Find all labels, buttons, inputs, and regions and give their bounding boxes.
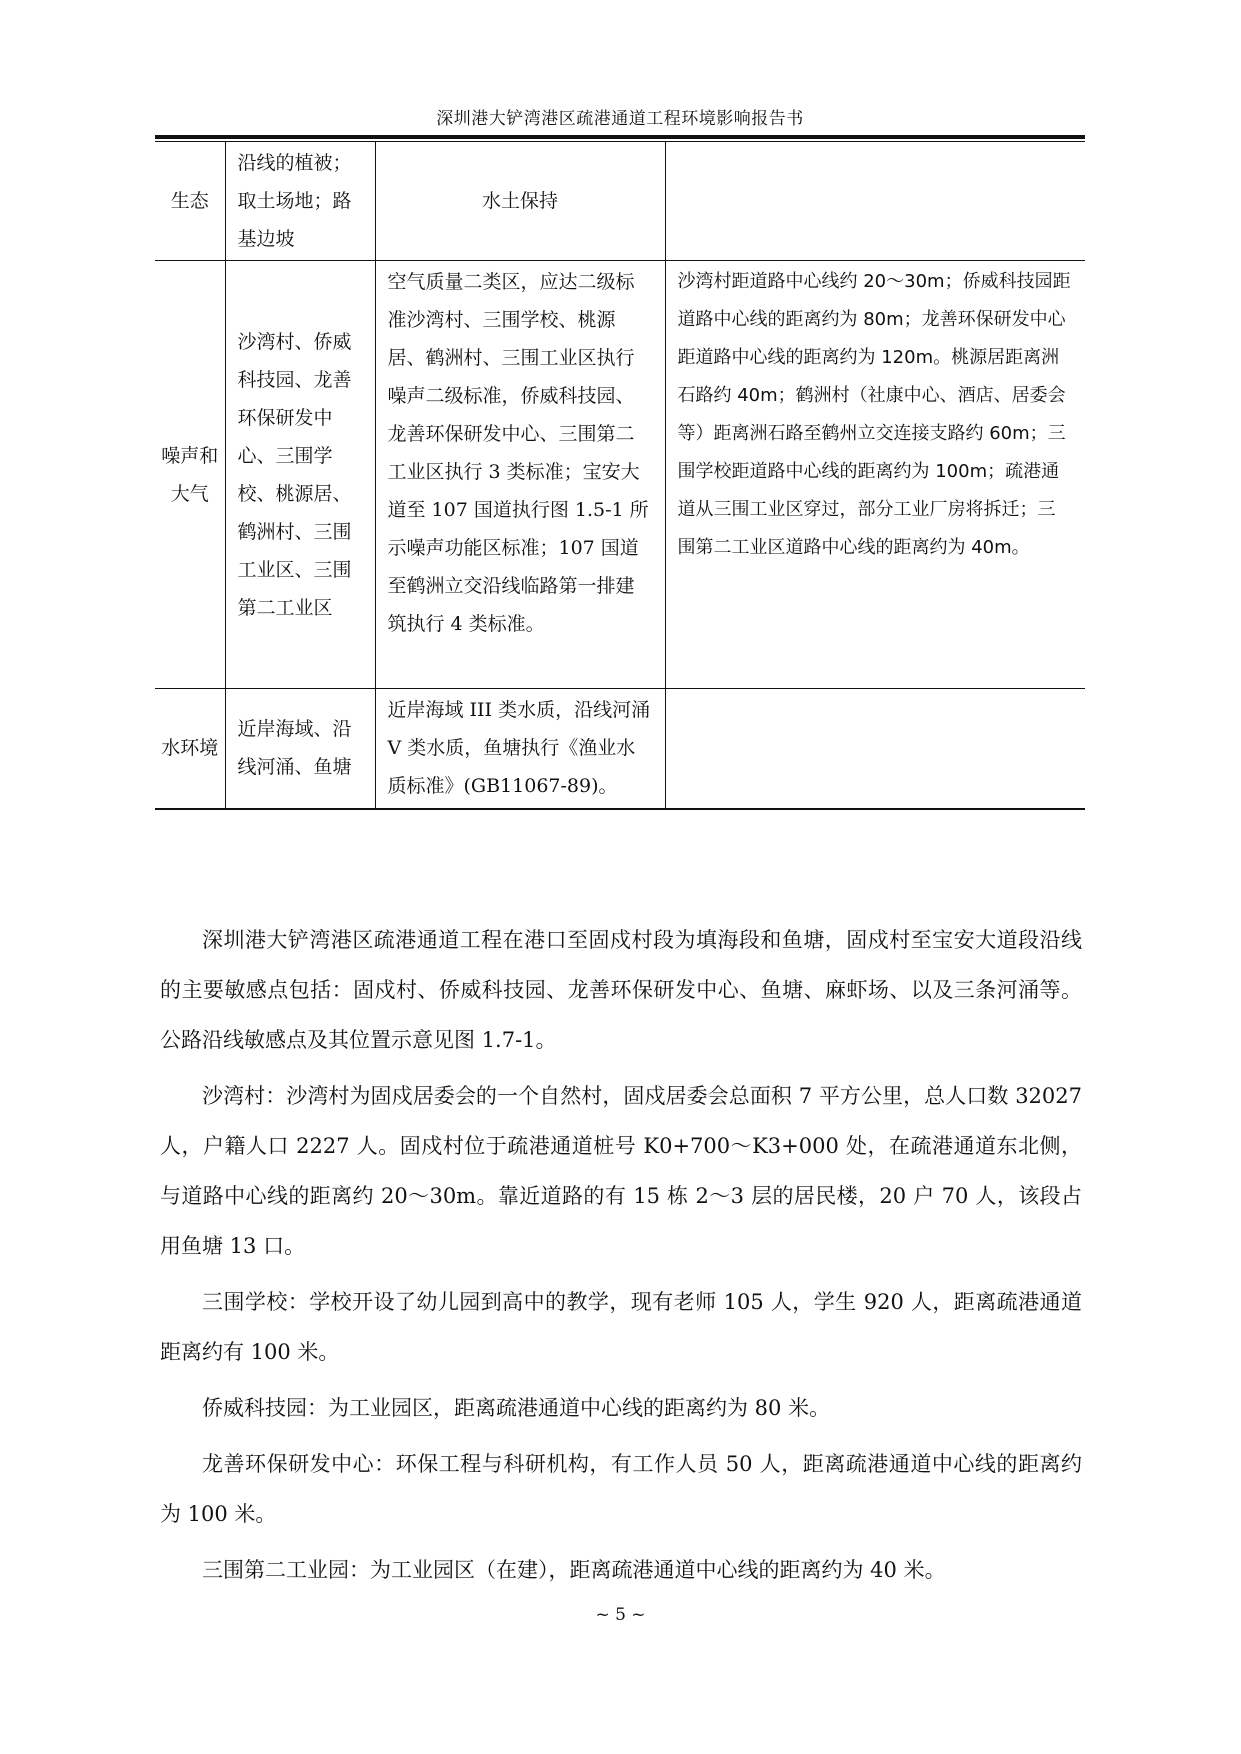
page-header-title: 深圳港大铲湾港区疏港通道工程环境影响报告书 (436, 109, 804, 129)
table-cell-category: 噪声和大气 (155, 261, 225, 689)
table-cell-standard: 近岸海域 III 类水质，沿线河涌 V 类水质，鱼塘执行《渔业水质标准》(GB11067-89)。 (375, 689, 665, 809)
table-cell-location: 沿线的植被；取土场地；路基边坡 (225, 142, 375, 261)
table-cell-category: 生态 (155, 142, 225, 261)
table-cell-standard: 空气质量二类区，应达二级标准沙湾村、三围学校、桃源居、鹤洲村、三围工业区执行噪声二级标准，侨威科技园、龙善环保研发中心、三围第二工业区执行 3 类标准；宝安大道至 107 国道执行图 1.5-1 所示噪声功能区标准；107 国道至鹤洲立交沿线临路第一排建筑执行 4 类标准。 (375, 261, 665, 689)
paragraph: 沙湾村：沙湾村为固戍居委会的一个自然村，固戍居委会总面积 7 平方公里，总人口数 32027 人，户籍人口 2227 人。固戍村位于疏港通道桩号 K0+700～K3+000 处，在疏港通道东北侧，与道路中心线的距离约 20～30m。靠近道路的有 15 栋 2～3 层的居民楼，20 户 70 人，该段占用鱼塘 13 口。 (160, 1084, 1082, 1258)
table-cell-category: 水环境 (155, 689, 225, 809)
table-row-water (155, 689, 1085, 809)
table-cell-distance (665, 689, 1085, 809)
paragraph: 深圳港大铲湾港区疏港通道工程在港口至固戍村段为填海段和鱼塘，固戍村至宝安大道段沿线的主要敏感点包括：固戍村、侨威科技园、龙善环保研发中心、鱼塘、麻虾场、以及三条河涌等。公路沿线敏感点及其位置示意见图 1.7-1。 (160, 928, 1082, 1052)
paragraph: 侨威科技园：为工业园区，距离疏港通道中心线的距离约为 80 米。 (202, 1396, 831, 1420)
table-cell-location: 沙湾村、侨威科技园、龙善环保研发中心、三围学校、桃源居、鹤洲村、三围工业区、三围第二工业区 (225, 261, 375, 689)
table-row-ecology (155, 142, 1085, 261)
paragraph: 三围第二工业园：为工业园区（在建），距离疏港通道中心线的距离约为 40 米。 (202, 1558, 946, 1582)
page-number: ~ 5 ~ (595, 1605, 646, 1625)
paragraph: 三围学校：学校开设了幼儿园到高中的教学，现有老师 105 人，学生 920 人，距离疏港通道距离约有 100 米。 (160, 1290, 1082, 1364)
sensitive-points-table (155, 142, 1085, 810)
body-text (160, 915, 1082, 1601)
table-cell-distance: 沙湾村距道路中心线约 20～30m；侨威科技园距道路中心线的距离约为 80m；龙善环保研发中心距道路中心线的距离约为 120m。桃源居距离洲石路约 40m；鹤洲村（社康中心、酒店、居委会等）距离洲石路至鹤州立交连接支路约 60m；三围学校距道路中心线的距离约为 100m；疏港通道从三围工业区穿过，部分工业厂房将拆迁；三围第二工业区道路中心线的距离约为 40m。 (665, 261, 1085, 689)
table-row-noise-air (155, 261, 1085, 689)
table-cell-location: 近岸海域、沿线河涌、鱼塘 (225, 689, 375, 809)
table-cell-standard: 水土保持 (375, 142, 665, 261)
paragraph: 龙善环保研发中心：环保工程与科研机构，有工作人员 50 人，距离疏港通道中心线的距离约为 100 米。 (160, 1452, 1082, 1526)
table-cell-distance (665, 142, 1085, 261)
header-rule-thick (155, 135, 1085, 139)
